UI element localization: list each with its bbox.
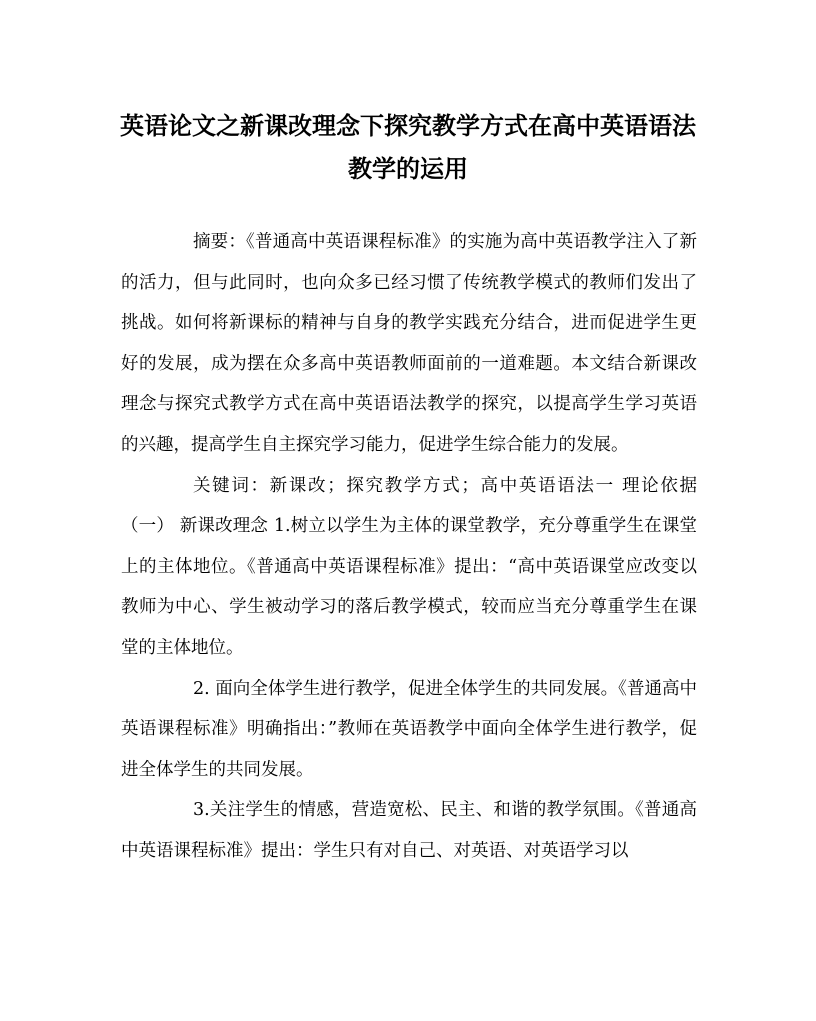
- body-paragraph: 2. 面向全体学生进行教学，促进全体学生的共同发展。《普通高中英语课程标准》明确指出：”教师在英语教学中面向全体学生进行教学，促进全体学生的共同发展。: [121, 678, 697, 780]
- body-paragraph: 3.关注学生的情感，营造宽松、民主、和谐的教学氛围。《普通高中英语课程标准》提出：学生只有对自己、对英语、对英语学习以: [121, 800, 697, 861]
- abstract-paragraph: 摘要：《普通高中英语课程标准》的实施为高中英语教学注入了新的活力，但与此同时，也向众多已经习惯了传统教学模式的教师们发出了挑战。如何将新课标的精神与自身的教学实践充分结合，进而促进学生更好的发展，成为摆在众多高中英语教师面前的一道难题。本文结合新课改理念与探究式教学方式在高中英语语法教学的探究，以提高学生学习英语的兴趣，提高学生自主探究学习能力，促进学生综合能力的发展。: [121, 232, 697, 455]
- keywords-paragraph: 关键词：新课改；探究教学方式；高中英语语法一 理论依据（一） 新课改理念 1.树立以学生为主体的课堂教学，充分尊重学生在课堂上的主体地位。《普通高中英语课程标准》提出：“高中英语课堂应改变以教师为中心、学生被动学习的落后教学模式，较而应当充分尊重学生在课堂的主体地位。: [121, 475, 697, 658]
- document-body: [121, 222, 697, 872]
- document-title: 英语论文之新课改理念下探究教学方式在高中英语语法教学的运用: [120, 111, 696, 183]
